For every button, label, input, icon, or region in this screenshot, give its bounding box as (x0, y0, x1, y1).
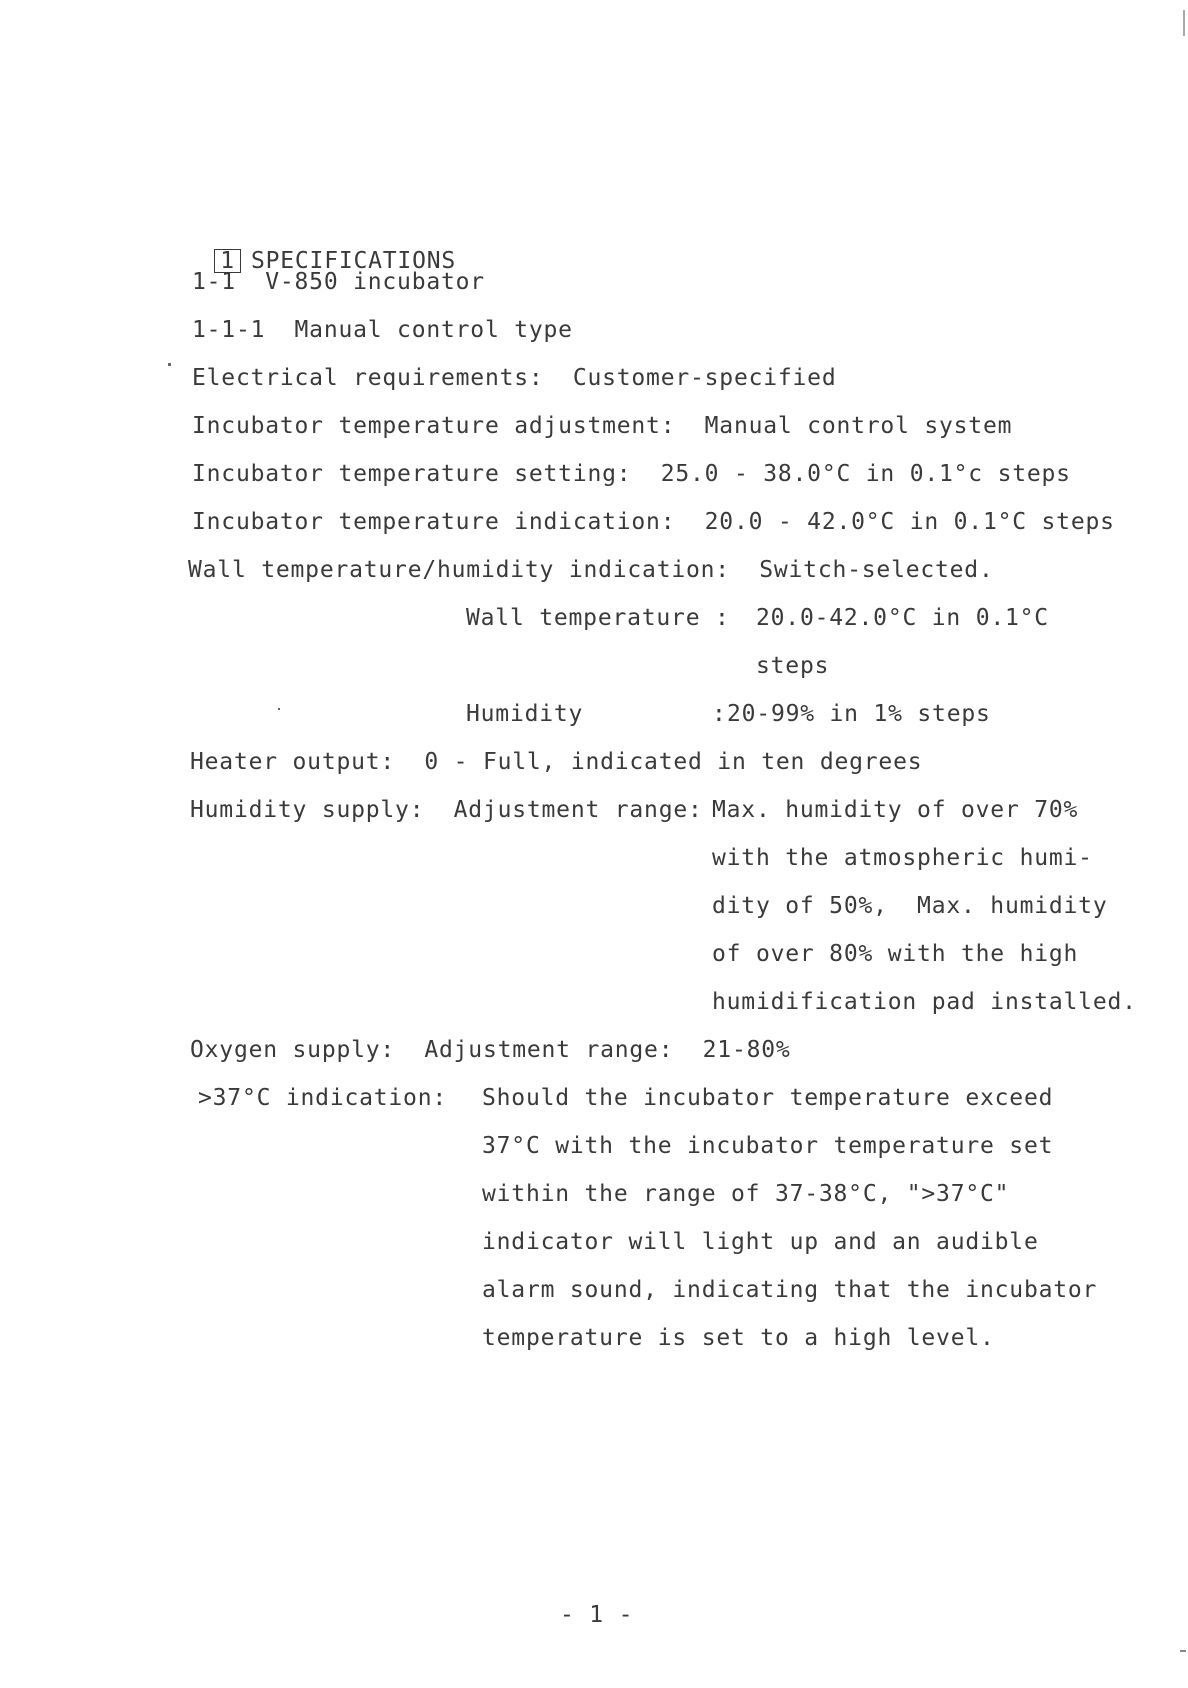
humidity-value: 20-99% in 1% steps (727, 701, 991, 727)
section-number: 1 (214, 249, 241, 273)
alarm-description-line: within the range of 37-38°C, ">37°C" (482, 1181, 1010, 1207)
alarm-description-line: 37°C with the incubator temperature set (482, 1133, 1054, 1159)
humidity-colon: : (712, 701, 727, 727)
electrical-requirements: Electrical requirements: Customer-specified (192, 365, 837, 391)
humidity-label: Humidity (466, 701, 584, 727)
subsubsection-heading: 1-1-1 Manual control type (192, 317, 573, 343)
oxygen-supply: Oxygen supply: Adjustment range: 21-80% (190, 1037, 791, 1063)
temperature-setting: Incubator temperature setting: 25.0 - 38.0°C in 0.1°c steps (192, 461, 1071, 487)
wall-temperature-value-cont: steps (756, 653, 830, 679)
humidity-supply-line: humidification pad installed. (712, 989, 1137, 1015)
humidity-supply-line: with the atmospheric humi- (712, 845, 1093, 871)
section-title: SPECIFICATIONS (250, 248, 457, 274)
scan-speck (1183, 10, 1185, 36)
wall-temperature-label: Wall temperature : (466, 605, 730, 631)
alarm-description-line: Should the incubator temperature exceed (482, 1085, 1054, 1111)
wall-temperature-value: 20.0-42.0°C in 0.1°C (756, 605, 1049, 631)
temperature-indication: Incubator temperature indication: 20.0 - 42.0°C in 0.1°C steps (192, 509, 1115, 535)
alarm-description-line: indicator will light up and an audible (482, 1229, 1039, 1255)
scan-speck (278, 708, 280, 710)
scan-speck (168, 363, 171, 366)
temperature-adjustment: Incubator temperature adjustment: Manual control system (192, 413, 1013, 439)
humidity-supply-label: Humidity supply: Adjustment range: (190, 797, 703, 823)
alarm-description-line: temperature is set to a high level. (482, 1325, 995, 1351)
scan-speck (1180, 1650, 1186, 1652)
subsection-heading: 1-1 V-850 incubator (192, 269, 485, 295)
humidity-supply-line: of over 80% with the high (712, 941, 1079, 967)
humidity-supply-line: Max. humidity of over 70% (712, 797, 1079, 823)
alarm-description-line: alarm sound, indicating that the incubator (482, 1277, 1098, 1303)
humidity-supply-line: dity of 50%, Max. humidity (712, 893, 1108, 919)
heater-output: Heater output: 0 - Full, indicated in ten degrees (190, 749, 923, 775)
wall-temp-humidity-indication: Wall temperature/humidity indication: Switch-selected. (188, 557, 994, 583)
alarm-indication-label: >37°C indication: (198, 1085, 448, 1111)
page-number: - 1 - (560, 1602, 634, 1628)
